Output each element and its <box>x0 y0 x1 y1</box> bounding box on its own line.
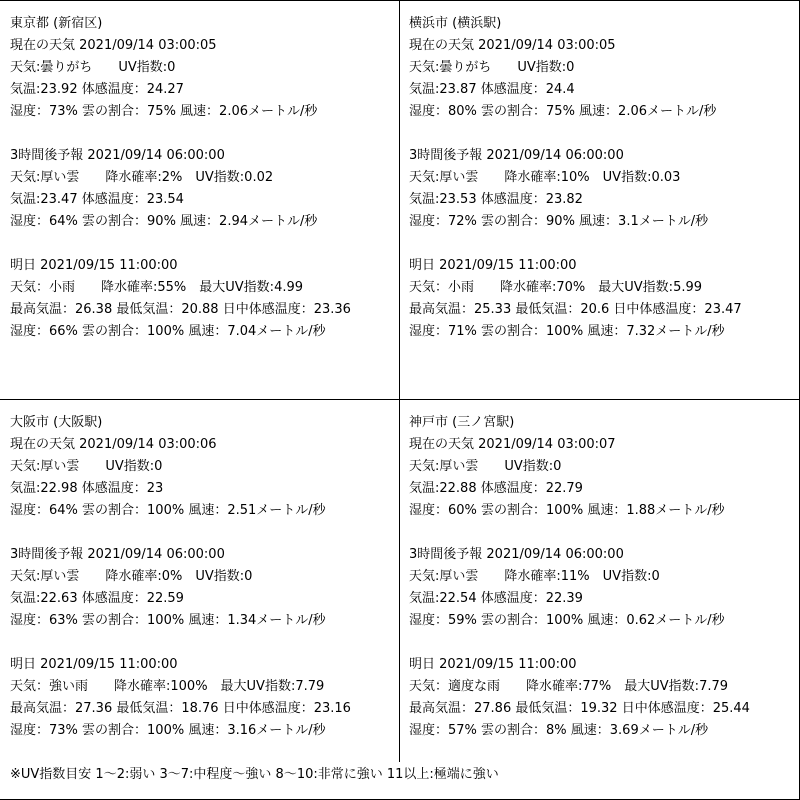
current-weather-header: 現在の天気 2021/09/14 03:00:05 <box>409 38 616 53</box>
current-condition-line: 天気:厚い雲 UV指数:0 <box>10 459 163 474</box>
current-condition-line: 天気:厚い雲 UV指数:0 <box>409 459 562 474</box>
tomorrow-humidity-line: 湿度：71% 雲の割合：100% 風速：7.32メートル/秒 <box>409 324 725 339</box>
current-weather-header: 現在の天気 2021/09/14 03:00:07 <box>409 437 616 452</box>
uv-index-footnote: ※UV指数目安 1〜2:弱い 3〜7:中程度〜強い 8〜10:非常に強い 11以上:極端に強い <box>10 767 499 782</box>
forecast-3h-header: 3時間後予報 2021/09/14 06:00:00 <box>409 148 624 163</box>
forecast-3h-temperature-line: 気温:22.63 体感温度：22.59 <box>10 591 184 606</box>
forecast-3h-temperature-line: 気温:23.53 体感温度：23.82 <box>409 192 583 207</box>
tomorrow-temperature-line: 最高気温：26.38 最低気温：20.88 日中体感温度：23.36 <box>10 302 351 317</box>
location-title: 東京都 (新宿区) <box>10 16 103 31</box>
top-border <box>0 0 800 1</box>
tomorrow-header: 明日 2021/09/15 11:00:00 <box>10 258 178 273</box>
tomorrow-humidity-line: 湿度：73% 雲の割合：100% 風速：3.16メートル/秒 <box>10 723 326 738</box>
forecast-3h-condition-line: 天気:厚い雲 降水確率:2% UV指数:0.02 <box>10 170 274 185</box>
current-weather-header: 現在の天気 2021/09/14 03:00:05 <box>10 38 217 53</box>
current-condition-line: 天気:曇りがち UV指数:0 <box>10 60 176 75</box>
current-condition-line: 天気:曇りがち UV指数:0 <box>409 60 575 75</box>
current-humidity-line: 湿度：60% 雲の割合：100% 風速：1.88メートル/秒 <box>409 503 725 518</box>
weather-panel-yokohama <box>409 13 799 373</box>
forecast-3h-humidity-line: 湿度：72% 雲の割合：90% 風速：3.1メートル/秒 <box>409 214 709 229</box>
current-humidity-line: 湿度：64% 雲の割合：100% 風速：2.51メートル/秒 <box>10 503 326 518</box>
tomorrow-condition-line: 天気：適度な雨 降水確率:77% 最大UV指数:7.79 <box>409 679 729 694</box>
horizontal-divider <box>0 399 800 400</box>
weather-panel-tokyo <box>10 13 400 373</box>
forecast-3h-condition-line: 天気:厚い雲 降水確率:10% UV指数:0.03 <box>409 170 681 185</box>
weather-panel-osaka <box>10 412 400 772</box>
tomorrow-temperature-line: 最高気温：25.33 最低気温：20.6 日中体感温度：23.47 <box>409 302 742 317</box>
forecast-3h-humidity-line: 湿度：64% 雲の割合：90% 風速：2.94メートル/秒 <box>10 214 318 229</box>
forecast-3h-header: 3時間後予報 2021/09/14 06:00:00 <box>409 547 624 562</box>
current-humidity-line: 湿度：73% 雲の割合：75% 風速：2.06メートル/秒 <box>10 104 318 119</box>
forecast-3h-humidity-line: 湿度：59% 雲の割合：100% 風速：0.62メートル/秒 <box>409 613 725 628</box>
current-temperature-line: 気温:22.98 体感温度：23 <box>10 481 164 496</box>
tomorrow-temperature-line: 最高気温：27.86 最低気温：19.32 日中体感温度：25.44 <box>409 701 750 716</box>
forecast-3h-condition-line: 天気:厚い雲 降水確率:11% UV指数:0 <box>409 569 660 584</box>
forecast-3h-header: 3時間後予報 2021/09/14 06:00:00 <box>10 547 225 562</box>
tomorrow-temperature-line: 最高気温：27.36 最低気温：18.76 日中体感温度：23.16 <box>10 701 351 716</box>
tomorrow-humidity-line: 湿度：66% 雲の割合：100% 風速：7.04メートル/秒 <box>10 324 326 339</box>
tomorrow-condition-line: 天気：強い雨 降水確率:100% 最大UV指数:7.79 <box>10 679 325 694</box>
forecast-3h-header: 3時間後予報 2021/09/14 06:00:00 <box>10 148 225 163</box>
location-title: 横浜市 (横浜駅) <box>409 16 502 31</box>
forecast-3h-temperature-line: 気温:23.47 体感温度：23.54 <box>10 192 184 207</box>
tomorrow-header: 明日 2021/09/15 11:00:00 <box>409 657 577 672</box>
weather-panel-kobe <box>409 412 799 772</box>
current-humidity-line: 湿度：80% 雲の割合：75% 風速：2.06メートル/秒 <box>409 104 717 119</box>
tomorrow-condition-line: 天気：小雨 降水確率:70% 最大UV指数:5.99 <box>409 280 703 295</box>
tomorrow-humidity-line: 湿度：57% 雲の割合：8% 風速：3.69メートル/秒 <box>409 723 709 738</box>
tomorrow-header: 明日 2021/09/15 11:00:00 <box>409 258 577 273</box>
location-title: 神戸市 (三ノ宮駅) <box>409 415 515 430</box>
tomorrow-header: 明日 2021/09/15 11:00:00 <box>10 657 178 672</box>
location-title: 大阪市 (大阪駅) <box>10 415 103 430</box>
forecast-3h-temperature-line: 気温:22.54 体感温度：22.39 <box>409 591 583 606</box>
current-weather-header: 現在の天気 2021/09/14 03:00:06 <box>10 437 217 452</box>
tomorrow-condition-line: 天気：小雨 降水確率:55% 最大UV指数:4.99 <box>10 280 304 295</box>
forecast-3h-humidity-line: 湿度：63% 雲の割合：100% 風速：1.34メートル/秒 <box>10 613 326 628</box>
current-temperature-line: 気温:22.88 体感温度：22.79 <box>409 481 583 496</box>
current-temperature-line: 気温:23.92 体感温度：24.27 <box>10 82 184 97</box>
forecast-3h-condition-line: 天気:厚い雲 降水確率:0% UV指数:0 <box>10 569 253 584</box>
current-temperature-line: 気温:23.87 体感温度：24.4 <box>409 82 575 97</box>
